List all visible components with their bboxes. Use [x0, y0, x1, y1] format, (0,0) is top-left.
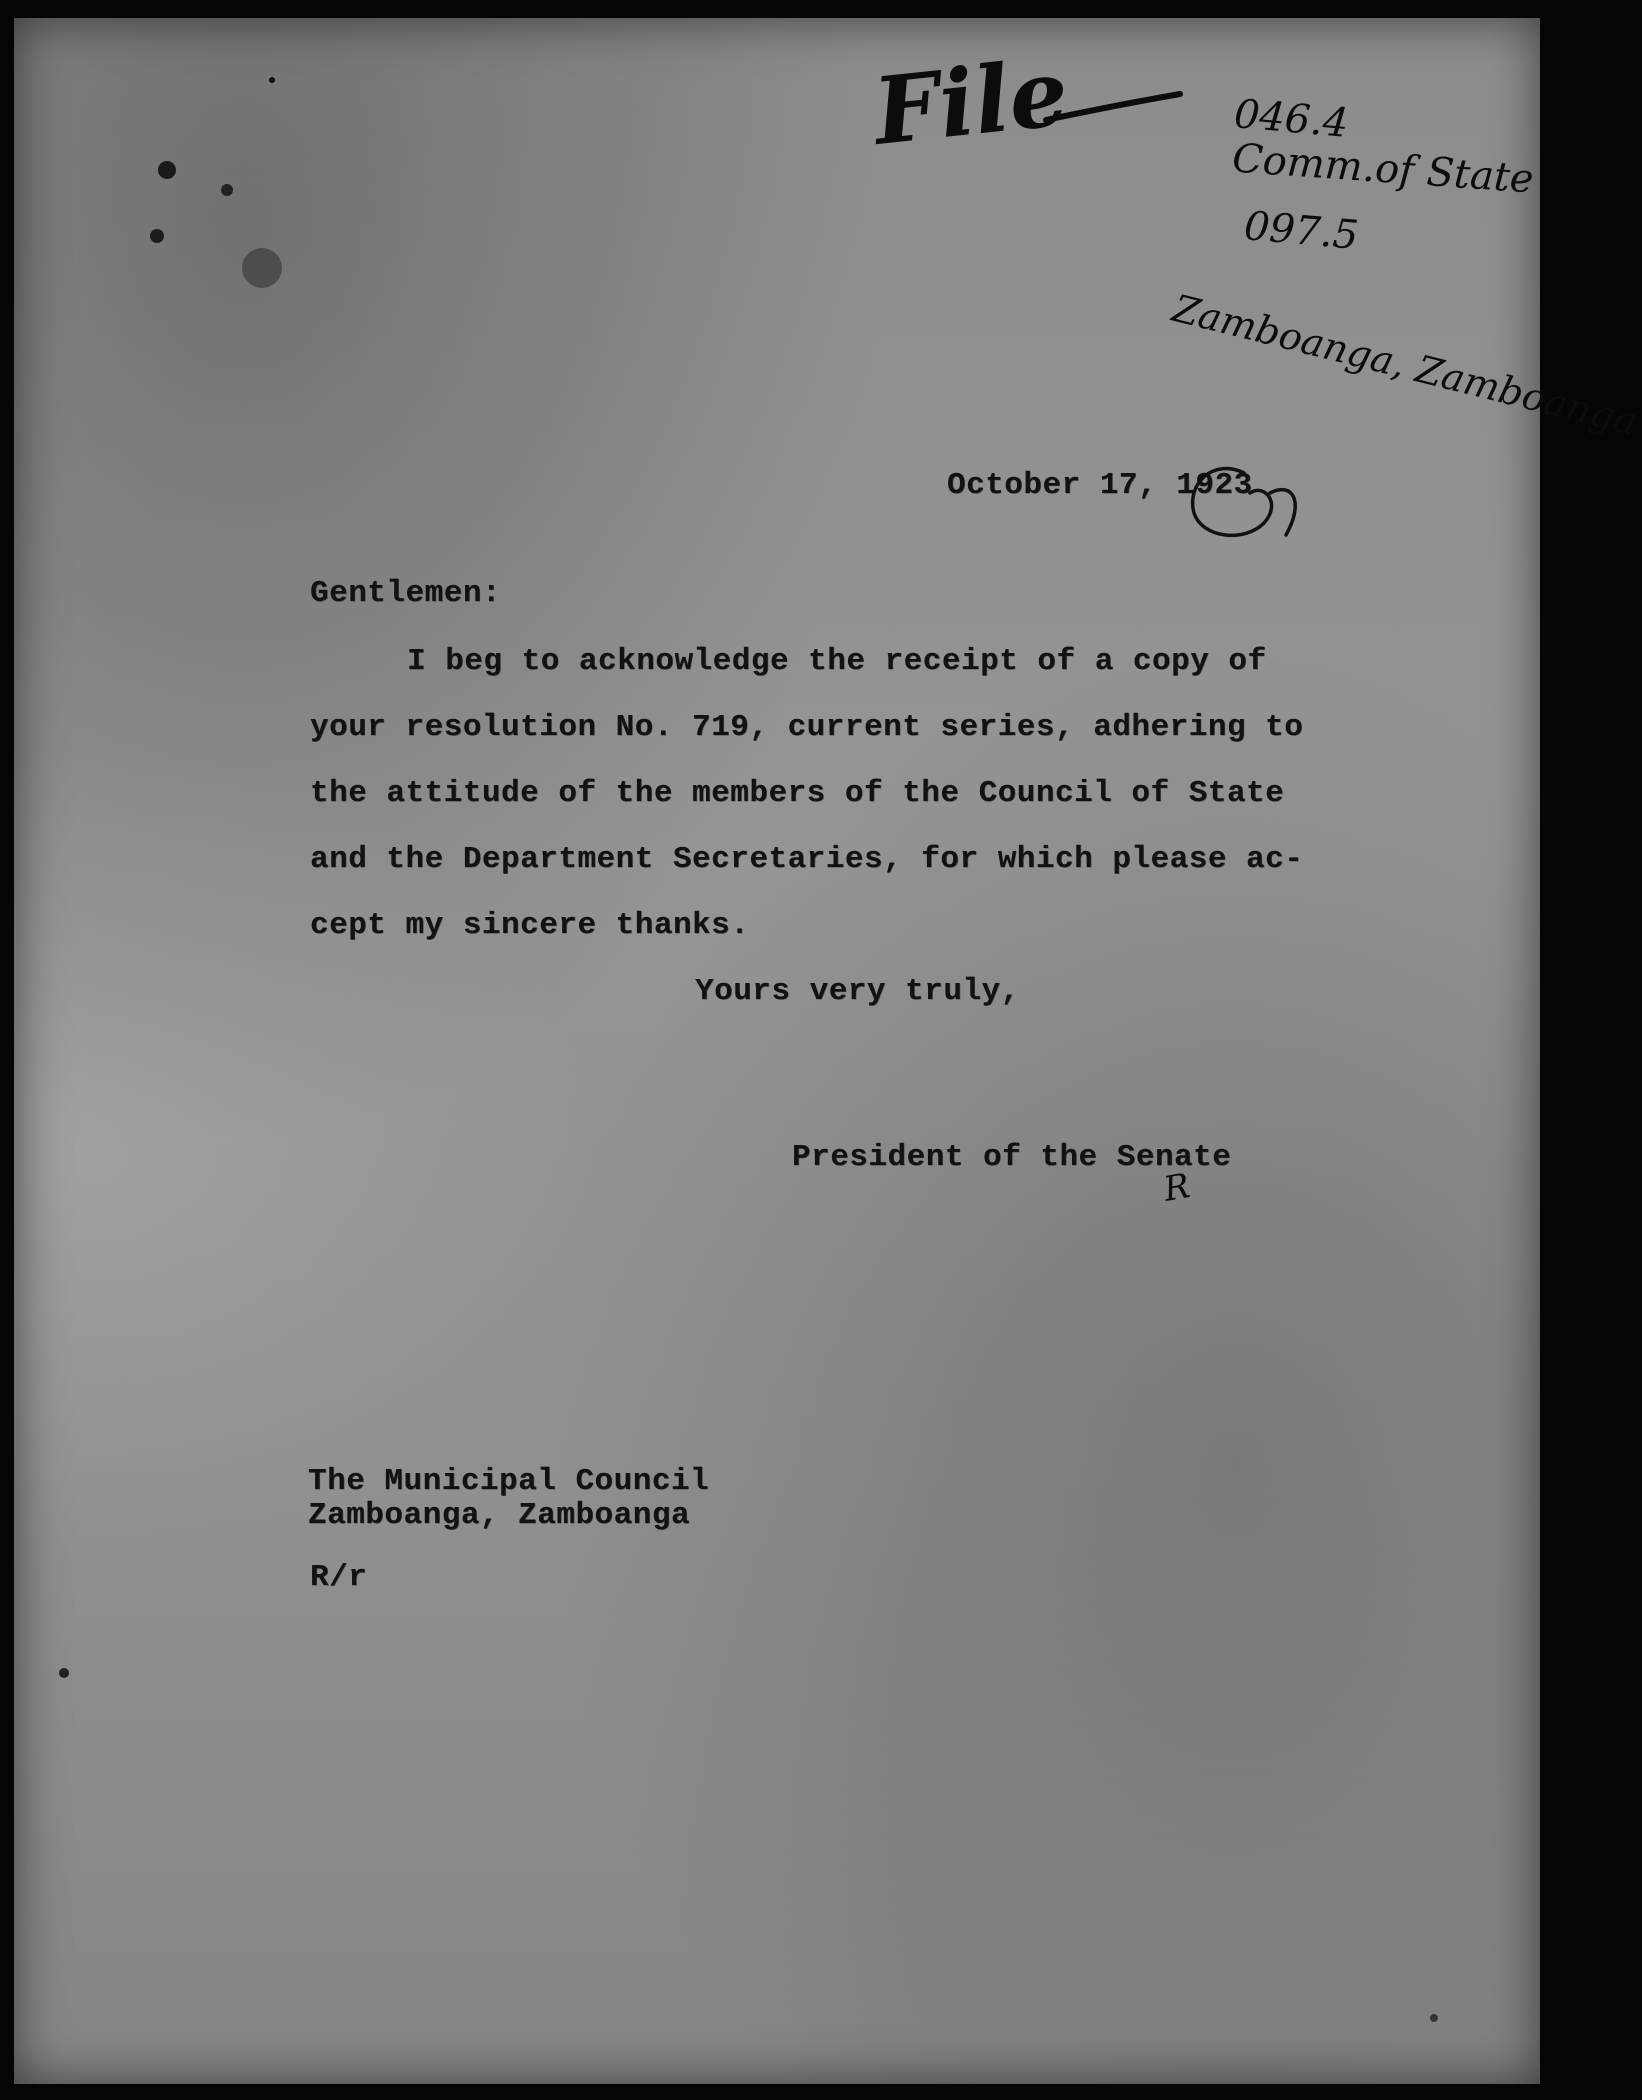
signature-title: President of the Senate [792, 1140, 1232, 1175]
handwritten-initial: R [1160, 1166, 1193, 1210]
reference-initials: R/r [310, 1560, 368, 1595]
letter-body-line-2: your resolution No. 719, current series, adhering to [310, 710, 1304, 745]
handwritten-code-2: Comm.of State [1230, 135, 1536, 203]
handwritten-file-mark: File [868, 38, 1073, 166]
letter-body-line-4: and the Department Secretaries, for which please ac- [310, 842, 1304, 877]
handwritten-code-1: 046.4 [1232, 91, 1351, 147]
year-circle-mark [1174, 443, 1324, 553]
letter-salutation: Gentlemen: [310, 576, 502, 611]
document-page [14, 18, 1642, 2084]
handwritten-code-4: Zamboanga, Zamboanga [1168, 286, 1642, 445]
letter-closing: Yours very truly, [695, 974, 1020, 1009]
file-mark-stroke [1044, 88, 1184, 128]
letter-body-line-1: I beg to acknowledge the receipt of a copy of [407, 644, 1267, 679]
addressee-line-1: The Municipal Council [308, 1464, 710, 1499]
handwritten-code-3: 097.5 [1242, 203, 1361, 259]
letter-date: October 17, 1923 [947, 468, 1253, 503]
letter-body-line-5: cept my sincere thanks. [310, 908, 750, 943]
letter-body-line-3: the attitude of the members of the Council of State [310, 776, 1285, 811]
addressee-line-2: Zamboanga, Zamboanga [308, 1498, 691, 1533]
